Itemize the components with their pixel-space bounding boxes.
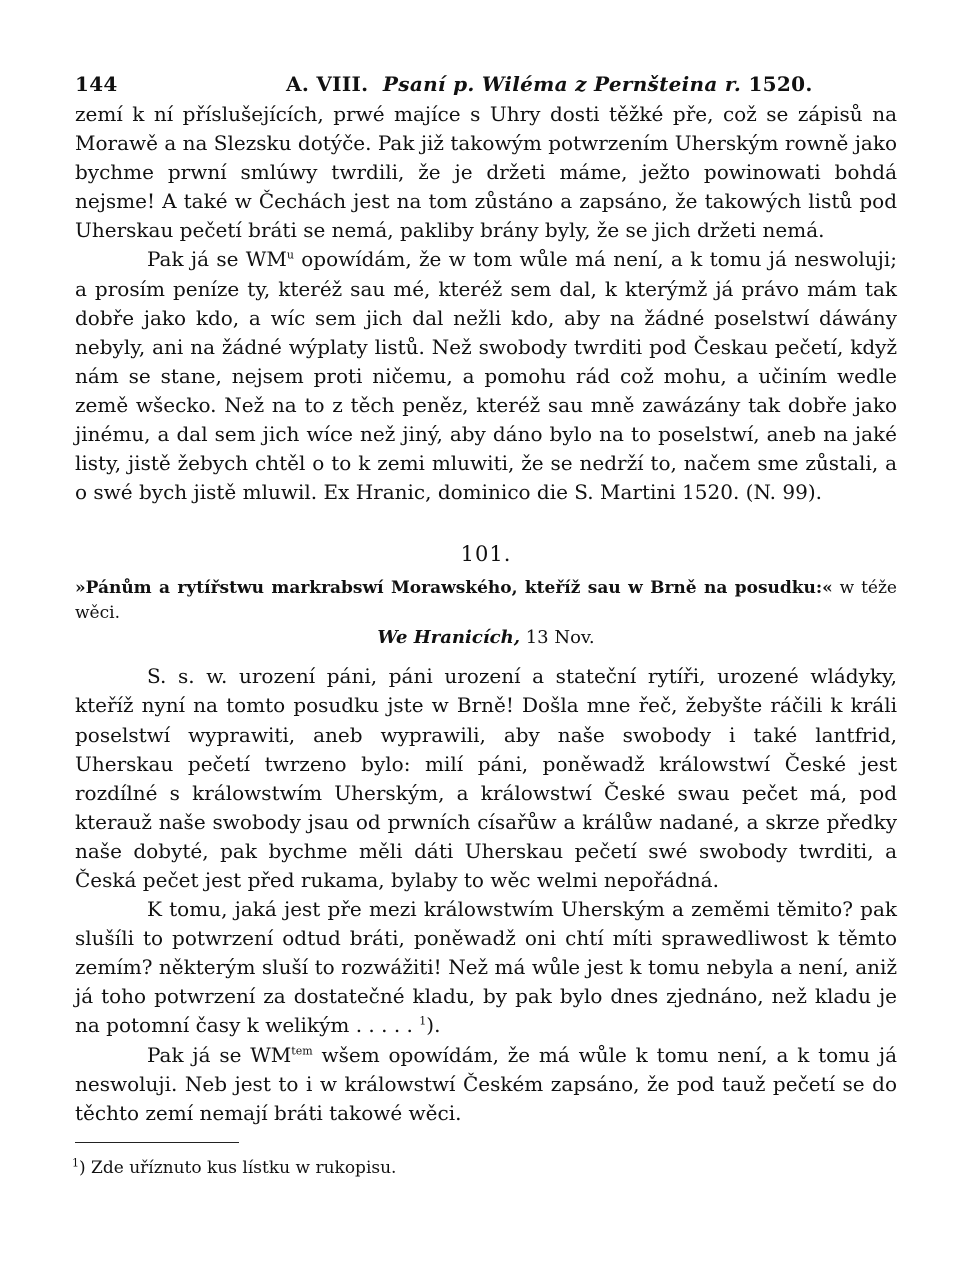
superscript-abbrev-tem: tem: [291, 1043, 313, 1057]
footnote-separator: [75, 1142, 239, 1143]
paragraph-wm-rest: opowídám, že w tom wůle má není, a k tomu já neswoluji; a prosím peníze ty, kteréž sau mé, kteréž sem dal, k kterýmž já právo mám tak dobře jako kdo, a wíc sem jich dal nežli kdo, aby na žádné poselstwí dáwány nebyly, ani na žádné wýplaty listů. Než swobody twrditi pod Českau pečetí, když nám se stane, nejsem proti ničemu, a pomohu rád což mohu, a učiním wedle země wšecko. Než na to z těch peněz, kteréž sau mně zawázány tak dobře jako jinému, a dal sem jich wíce než jiný, aby dáno bylo na to poselstwí, aneb na jaké listy, jistě žebych chtěl o to k zemi mluwiti, že se nedrží to, načem sme zůstali, a o swé bych jistě mluwil. Ex Hranic, dominico die S. Martini 1520. (N. 99).: [75, 247, 897, 505]
letter-body-paragraph-3: [75, 1041, 897, 1128]
letter-heading: [75, 576, 897, 626]
footnote: [72, 1156, 396, 1180]
running-head-year: 1520.: [748, 72, 813, 96]
paragraph-wm-start: Pak já se WM: [147, 247, 287, 272]
letter-heading-address: »Pánům a rytířstwu markrabswí Morawského, kteříž sau w Brně na posudku:«: [75, 578, 833, 599]
letter-body-2-text: K tomu, jaká jest pře mezi králowstwím Uherským a zeměmi těmito? pak slušíli to potwrzení odtud bráti, poněwadž oni chtí míti sprawedliwost k těmto zemím? některým sluší to rozwážiti! Než má wůle jest k tomu nebyla a není, aniž já toho potwrzení za dostatečné kladu, by pak bylo dnes zjednáno, než kladu je na potomní časy k welikým . . . . .: [75, 897, 897, 1038]
footnote-text: ) Zde uříznuto kus lístku w rukopisu.: [79, 1158, 397, 1178]
letter-date: 13 Nov.: [519, 627, 595, 649]
superscript-abbrev: u: [286, 248, 294, 262]
paragraph-continued: zemí k ní příslušejících, prwé majíce s Uhry dosti těžké pře, což se zápisů na Morawě a na Slezsku dotýče. Pak již takowým potwrzením Uherským rowně jako bychme prwní smlúwy twrdili, že je držeti máme, ježto powinowati bohdá nejsme! A také w Čechách jest na tom zůstáno a zapsáno, že takowých listů pod Uherskau pečetí bráti se nemá, pakliby brány byly, že se jich držeti nemá.: [75, 102, 897, 243]
letter-body-paragraph-2: [75, 895, 897, 1040]
page-number: 144: [75, 72, 118, 96]
letter-body-paragraph-1: S. s. w. urození páni, páni urození a stateční rytíři, urozené wládyky, kteříž nyní na tomto posudku jste w Brně! Došla mne řeč, žebyšte ráčili k králi poselstwí wyprawiti, aneb wyprawili, aby naše swobody i také lantfrid, Uherskau pečetí twrzeno bylo: milí páni, poněwadž králowstwí České jest rozdílné s králowstwím Uherským, a králowstwí České swau pečet má, pod kterauž naše swobody jsau od prwních císařůw a králůw nadané, a skrze předky naše dobyté, pak bychme měli dáti Uherskau pečetí swé swobody twrditi, a Česká pečet jest před rukama, bylaby to wěc welmi nepořádná.: [75, 664, 897, 892]
footnote-reference: 1: [419, 1014, 427, 1028]
running-header: [75, 68, 897, 100]
paragraph-wm: [75, 245, 897, 507]
letter-body-2-end: ).: [426, 1013, 441, 1038]
running-head-title: Psaní p. Wiléma z Pernšteina r.: [382, 72, 742, 96]
letter-body-3-rest: wšem opowídám, že má wůle k tomu není, a k tomu já neswoluji. Neb jest to i w králowstwí Českém zapsáno, že pod tauž pečetí se do těchto zemí nemají bráti takowé wěci.: [75, 1042, 897, 1125]
letter-place: We Hranicích,: [377, 627, 520, 649]
letter-heading-tail: w téže wěci.: [75, 578, 897, 624]
letter-number: 101.: [460, 542, 512, 567]
letter-body-3-start: Pak já se WM: [147, 1042, 292, 1067]
letter-place-date: [75, 626, 897, 650]
book-page: [75, 68, 897, 1143]
running-head-section: A. VIII.: [286, 72, 369, 96]
footnote-marker: 1: [72, 1156, 79, 1170]
main-text: [75, 100, 897, 1143]
running-head: [286, 68, 813, 100]
